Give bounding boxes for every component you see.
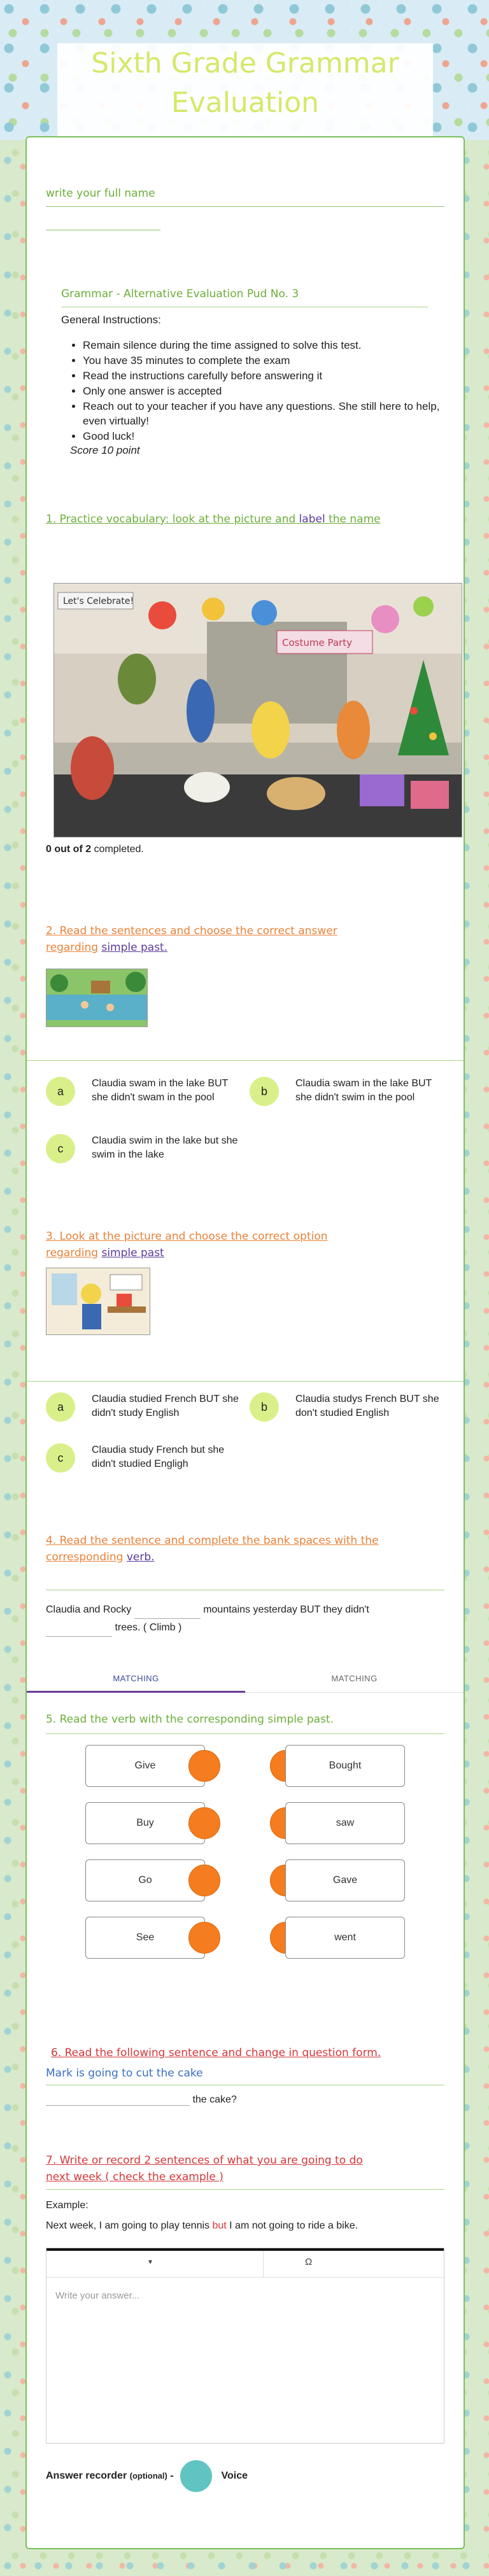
recorder-label: Answer recorder [46,2470,127,2482]
q3-title-line2 [46,1245,444,1261]
instruction-item: • Reach out to your teacher if you have any questions. She still here to help, even virtually! [83,399,444,428]
q3-option-a[interactable] [46,1392,250,1422]
option-letter-a: a [46,1077,75,1106]
q4-blank-1[interactable] [134,1609,201,1619]
q6-title: 6. Read the following sentence and change in question form. [51,2047,381,2059]
answer-textarea[interactable]: Write your answer... [55,2290,140,2301]
q2-option-b-text: Claudia swam in the lake BUT she didn't swim in the pool [295,1078,432,1103]
q4-title-line1: 4. Read the sentence and complete the bank spaces with the [46,1534,379,1547]
q3-option-a-text: Claudia studied French BUT she didn't study English [92,1394,239,1418]
match-left-give[interactable]: Give [85,1745,205,1787]
name-field-underline [46,206,444,207]
q2-title-line1: 2. Read the sentences and choose the correct answer [46,925,337,937]
option-letter-b: b [250,1077,279,1106]
q4-sentence-part1: Claudia and Rocky [46,1604,132,1615]
option-letter-a: a [46,1392,75,1422]
instruction-item: • You have 35 minutes to complete the exam [83,353,444,368]
q1-progress [46,844,444,855]
q5-title: 5. Read the verb with the corresponding simple past. [46,1713,334,1726]
match-connector-left[interactable] [188,1750,220,1782]
tab-matching-1[interactable]: MATCHING [27,1665,245,1693]
recorder-optional: (optional) [129,2471,167,2481]
question-1 [46,513,444,526]
instructions-list [83,338,444,444]
q2-option-a-text: Claudia swam in the lake BUT she didn't swam in the pool [92,1078,229,1103]
match-connector-left[interactable] [188,1807,220,1839]
q3-option-b-text: Claudia studys French BUT she don't studied English [295,1394,439,1418]
q3-option-b[interactable] [250,1392,453,1422]
general-instructions-label: General Instructions: [61,314,161,326]
study-illustration [46,1268,150,1335]
match-left-buy[interactable]: Buy [85,1802,205,1844]
q5-divider [46,1733,444,1734]
match-right-gave[interactable]: Gave [285,1859,405,1901]
name-field-label: write your full name [46,187,155,200]
q3-picture [46,1268,150,1335]
q7-title-line1: 7. Write or record 2 sentences of what you are going to do [46,2154,363,2167]
q7-example-label: Example: [46,2200,89,2211]
tab-bar [27,1665,464,1693]
voice-label: Voice [221,2470,248,2482]
q2-title-prefix: regarding [46,941,99,954]
q2-title-line2 [46,939,444,956]
worksheet-card [25,136,465,2549]
q1-progress-suffix: completed. [91,844,144,855]
question-7 [46,2152,444,2232]
question-5 [46,1713,444,1734]
match-connector-left[interactable] [188,1865,220,1896]
q2-option-c-text: Claudia swim in the lake but she swim in the lake [92,1135,238,1160]
question-4 [46,1532,444,1565]
q2-option-c[interactable] [46,1134,256,1163]
q3-title-line1: 3. Look at the picture and choose the correct option [46,1230,328,1243]
question-6 [46,2047,444,2106]
q3-title-prefix: regarding [46,1247,99,1259]
instruction-item: • Only one answer is accepted [83,384,444,398]
lake-illustration [46,969,148,1027]
q4-sentence [46,1601,444,1637]
intro-section [46,288,444,457]
header-banner [0,0,489,140]
match-right-bought[interactable]: Bought [285,1745,405,1787]
q3-option-c-text: Claudia study French but she didn't studied Engligh [92,1445,225,1469]
picture-banner-text: Let's Celebrate! [63,596,134,606]
option-letter-c: c [46,1134,75,1163]
record-button[interactable] [180,2460,212,2492]
q7-example-sentence [46,2220,444,2232]
q3-divider [27,1381,464,1382]
party-illustration [54,584,462,837]
q1-title [46,513,444,526]
q2-title-highlight: simple past. [101,941,168,954]
q7-example-but: but [212,2220,227,2231]
party-picture[interactable] [53,583,462,837]
question-2 [46,923,444,956]
special-character-icon[interactable]: Ω [305,2257,313,2267]
q6-sentence: Mark is going to cut the cake [46,2067,203,2080]
q1-title-prefix: 1. Practice vocabulary: look at the picture and [46,513,296,526]
match-left-see[interactable]: See [85,1917,205,1959]
q4-title-highlight: verb. [126,1551,155,1564]
instruction-item: • Good luck! [83,429,444,444]
editor-toolbar [46,2248,444,2278]
q1-title-suffix: the name [329,513,381,526]
instruction-item: • Read the instructions carefully before answering it [83,368,444,383]
match-right-saw[interactable]: saw [285,1802,405,1844]
q2-option-b[interactable] [250,1077,441,1106]
q6-answer-input[interactable] [46,2096,190,2106]
page-title-line1: Sixth Grade Grammar [91,47,399,80]
match-left-go[interactable]: Go [85,1859,205,1901]
format-dropdown[interactable]: ▾ [148,2257,153,2266]
question-3 [46,1228,444,1261]
title-box [57,43,433,139]
instruction-item: • Remain silence during the time assigned to solve this test. [83,338,444,353]
q3-option-c[interactable] [46,1443,250,1473]
intro-subtitle: Grammar - Alternative Evaluation Pud No. 3 [61,288,299,300]
tab-matching-2[interactable]: MATCHING [331,1674,378,1683]
q6-answer-suffix: the cake? [192,2094,237,2105]
q6-answer-row [46,2094,444,2106]
answer-recorder-row [46,2460,444,2492]
q4-sentence-part3: trees. ( Climb ) [115,1622,182,1633]
q3-title-highlight: simple past [101,1247,164,1259]
q1-progress-count: 0 out of 2 [46,844,92,855]
match-connector-left[interactable] [188,1922,220,1954]
page-title-line2: Evaluation [171,87,320,119]
recorder-dash: - [170,2470,174,2482]
score-text: Score 10 point [70,444,140,456]
q4-sentence-part2: mountains yesterday BUT they didn't [203,1604,369,1615]
answer-editor [46,2248,444,2444]
q2-picture [46,969,148,1027]
match-right-went[interactable]: went [285,1917,405,1959]
toolbar-separator [263,2251,264,2278]
q4-title-line2 [46,1549,444,1565]
q7-divider [46,2189,444,2190]
q1-title-label-word: label [299,513,325,526]
picture-sign-text: Costume Party [282,637,352,648]
q4-title-prefix: corresponding [46,1551,124,1564]
q4-blank-2[interactable] [46,1627,112,1637]
option-letter-b: b [250,1392,279,1422]
q2-divider [27,1060,464,1061]
q7-example-part1: Next week, I am going to play tennis [46,2220,213,2231]
name-field-section [46,187,444,230]
q2-option-a[interactable] [46,1077,237,1106]
q7-title-line2: next week ( check the example ) [46,2171,223,2183]
q7-example-part2: I am not going to ride a bike. [226,2220,358,2231]
option-letter-c: c [46,1443,75,1473]
